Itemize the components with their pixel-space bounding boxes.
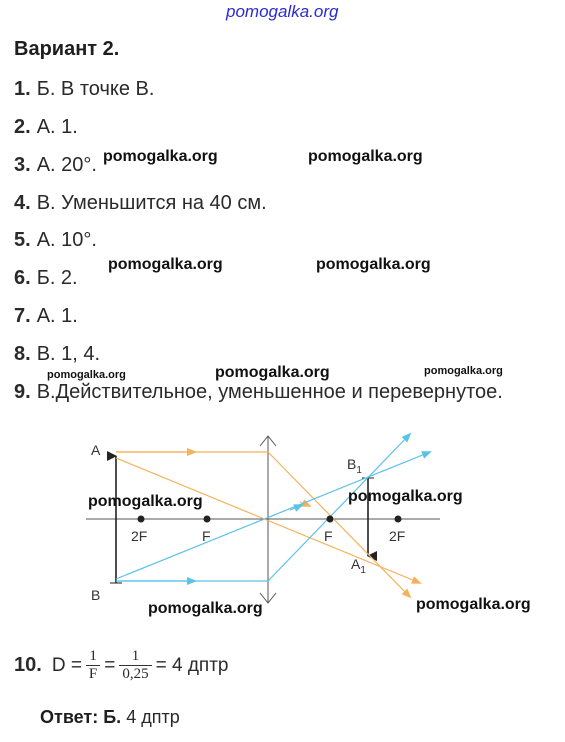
answer-number: 9. — [14, 381, 31, 403]
watermark: pomogalka.org — [348, 488, 463, 505]
watermark: pomogalka.org — [215, 364, 330, 381]
blue-ray-refracted — [268, 434, 410, 581]
answer-text: А. 1. — [36, 305, 78, 327]
answer-text: В. 1, 4. — [36, 343, 101, 365]
answer-text: А. 20°. — [36, 154, 97, 176]
answer-text: В. Уменьшится на 40 см. — [36, 192, 267, 214]
answer-number: 8. — [14, 343, 31, 365]
answer-number: 3. — [14, 154, 31, 176]
watermark: pomogalka.org — [88, 493, 203, 510]
orange-ray-refracted — [268, 452, 410, 597]
label-b: B — [91, 587, 101, 603]
point-2f-right — [395, 516, 402, 523]
answer-text: А. 10°. — [36, 229, 97, 251]
final-answer — [40, 707, 180, 728]
point-2f-left — [138, 516, 145, 523]
fraction-1-over-f — [86, 648, 100, 683]
answer-number: 1. — [14, 78, 31, 100]
answer-number: 7. — [14, 305, 31, 327]
final-answer-value: 4 дптр — [126, 707, 180, 727]
point-f-right — [327, 516, 334, 523]
answer-text: А. 1. — [36, 116, 78, 138]
formula-line — [14, 648, 229, 683]
answer-number: 4. — [14, 192, 31, 214]
formula-equals: = — [104, 654, 116, 676]
final-answer-label: Ответ: Б. — [40, 707, 122, 727]
formula-result: = 4 дптр — [155, 654, 229, 676]
watermark: pomogalka.org — [103, 148, 218, 165]
watermark: pomogalka.org — [108, 256, 223, 273]
watermark: pomogalka.org — [416, 596, 531, 613]
watermark: pomogalka.org — [148, 600, 263, 617]
variant-title: Вариант 2. — [14, 38, 120, 60]
fraction-denominator: 0,25 — [122, 666, 149, 682]
label-2f-left: 2F — [131, 528, 148, 544]
fraction-numerator: 1 — [119, 648, 151, 666]
label-a1-letter: A — [351, 556, 361, 572]
watermark: pomogalka.org — [47, 369, 126, 381]
watermark: pomogalka.org — [424, 365, 503, 377]
fraction-1-over-025 — [119, 648, 151, 683]
answer-number: 2. — [14, 116, 31, 138]
label-b1 — [347, 456, 362, 476]
watermark: pomogalka.org — [308, 148, 423, 165]
label-f-right: F — [324, 528, 333, 544]
answer-number: 10. — [14, 654, 42, 676]
label-b1-sub: 1 — [356, 465, 362, 476]
site-header: pomogalka.org — [226, 2, 339, 21]
formula-lhs: D = — [51, 654, 82, 676]
answer-text: Б. 2. — [36, 267, 78, 289]
answer-text: Б. В точке В. — [36, 78, 155, 100]
label-a1 — [351, 556, 366, 576]
label-b1-letter: B — [347, 456, 357, 472]
label-f-left: F — [202, 528, 211, 544]
label-a: A — [91, 442, 101, 458]
answer-number: 6. — [14, 267, 31, 289]
point-f-left — [204, 516, 211, 523]
blue-ray-center — [116, 452, 430, 579]
watermark: pomogalka.org — [316, 256, 431, 273]
fraction-numerator: 1 — [86, 648, 100, 666]
answer-number: 5. — [14, 229, 31, 251]
label-2f-right: 2F — [389, 528, 406, 544]
label-a1-sub: 1 — [360, 565, 366, 576]
fraction-denominator: F — [88, 666, 98, 682]
answer-text: В.Действительное, уменьшенное и перевернутое. — [36, 381, 503, 403]
